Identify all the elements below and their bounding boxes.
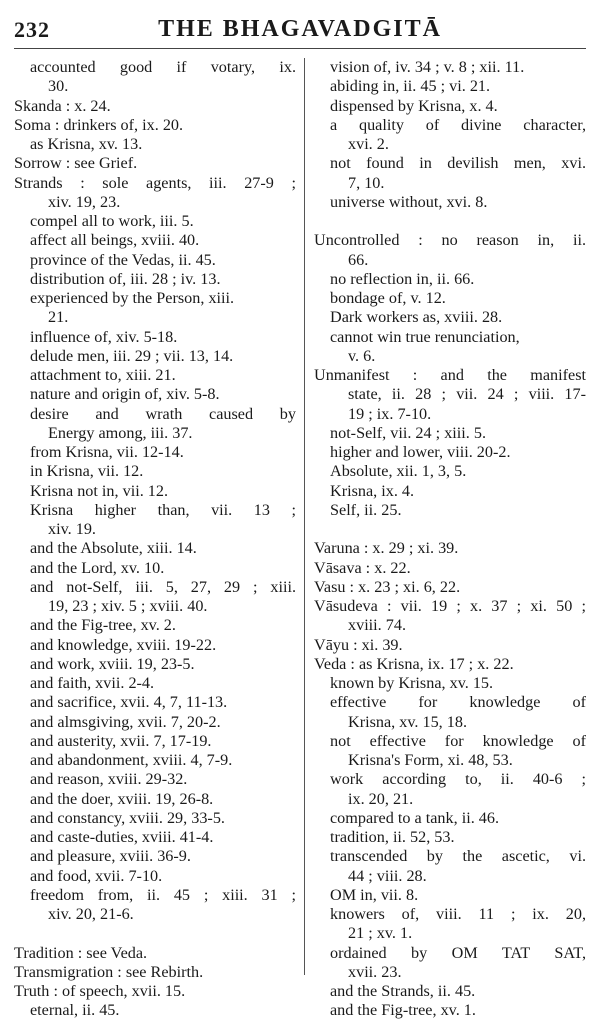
index-subentry-line: cannot win true renunciation,	[330, 327, 520, 346]
index-heading-line: Varuna : x. 29 ; xi. 39.	[314, 539, 459, 558]
index-heading-line: Strands : sole agents, iii. 27-9 ;	[14, 173, 296, 192]
index-subentry-line: and pleasure, xviii. 36-9.	[30, 847, 191, 866]
page-number: 232	[14, 17, 50, 42]
index-subentry-line: not found in devilish men, xvi.	[330, 154, 586, 173]
index-subentry-line: 44 ; viii. 28.	[348, 866, 427, 885]
index-subentry-line: xviii. 74.	[348, 616, 407, 635]
index-subentry-line: 19, 23 ; xiv. 5 ; xviii. 40.	[48, 597, 208, 615]
index-subentry-line: and the doer, xviii. 19, 26-8.	[30, 789, 214, 808]
index-heading-line: Vāsudeva : vii. 19 ; x. 37 ; xi. 50 ;	[314, 597, 586, 615]
index-subentry-line: and austerity, xvii. 7, 17-19.	[30, 731, 212, 750]
index-subentry-line: xvii. 23.	[348, 962, 402, 981]
index-subentry-line: and food, xvii. 7-10.	[30, 866, 163, 885]
index-subentry-line: and abandonment, xviii. 4, 7-9.	[30, 751, 233, 769]
index-subentry-line: no reflection in, ii. 66.	[330, 269, 475, 288]
index-heading-line: Vasu : x. 23 ; xi. 6, 22.	[314, 577, 461, 596]
index-subentry-line: and the Fig-tree, xv. 2.	[30, 616, 176, 635]
index-subentry-line: Krisna, ix. 4.	[330, 481, 415, 500]
index-heading-line: Soma : drinkers of, ix. 20.	[14, 115, 184, 134]
column-divider	[304, 58, 305, 975]
index-subentry-line: 66.	[348, 250, 369, 269]
index-subentry-line: tradition, ii. 52, 53.	[330, 828, 455, 846]
index-subentry-line: distribution of, iii. 28 ; iv. 13.	[30, 269, 221, 288]
entry-spacer	[314, 520, 586, 539]
index-subentry-line: Dark workers as, xviii. 28.	[330, 308, 503, 327]
index-subentry-line: a quality of divine character,	[330, 115, 586, 134]
index-subentry-line: and the Fig-tree, xv. 1.	[330, 1001, 476, 1020]
index-subentry-line: 7, 10.	[348, 173, 385, 192]
index-subentry-line: 19 ; ix. 7-10.	[348, 404, 432, 423]
index-subentry-line: xiv. 20, 21-6.	[48, 905, 134, 923]
index-heading-line: Vāyu : xi. 39.	[314, 635, 403, 654]
index-subentry-line: ix. 20, 21.	[348, 789, 414, 808]
entry-spacer	[14, 924, 296, 943]
index-subentry-line: and sacrifice, xvii. 4, 7, 11-13.	[30, 693, 228, 712]
index-subentry-line: province of the Vedas, ii. 45.	[30, 250, 216, 269]
index-subentry-line: attachment to, xiii. 21.	[30, 366, 176, 384]
index-subentry-line: effective for knowledge of	[330, 693, 586, 712]
index-subentry-line: and reason, xviii. 29-32.	[30, 770, 188, 789]
index-heading-line: Skanda : x. 24.	[14, 96, 111, 115]
index-subentry-line: and almsgiving, xvii. 7, 20-2.	[30, 712, 221, 731]
index-subentry-line: transcended by the ascetic, vi.	[330, 847, 586, 866]
index-subentry-line: Krisna not in, vii. 12.	[30, 481, 169, 500]
index-subentry-line: 30.	[48, 77, 69, 96]
index-subentry-line: freedom from, ii. 45 ; xiii. 31 ;	[30, 885, 296, 904]
index-subentry-line: knowers of, viii. 11 ; ix. 20,	[330, 905, 586, 923]
index-subentry-line: Self, ii. 25.	[330, 500, 402, 519]
index-subentry-line: delude men, iii. 29 ; vii. 13, 14.	[30, 346, 234, 365]
index-subentry-line: xiv. 19, 23.	[48, 192, 121, 211]
index-subentry-line: v. 6.	[348, 346, 376, 365]
index-subentry-line: experienced by the Person, xiii.	[30, 289, 235, 307]
index-subentry-line: Krisna, xv. 15, 18.	[348, 712, 467, 731]
index-heading-line: Vāsava : x. 22.	[314, 558, 411, 577]
index-subentry-line: xvi. 2.	[348, 135, 389, 153]
index-subentry-line: nature and origin of, xiv. 5-8.	[30, 385, 220, 404]
index-column-right	[314, 58, 586, 1021]
index-subentry-line: universe without, xvi. 8.	[330, 192, 488, 211]
index-subentry-line: Energy among, iii. 37.	[48, 423, 193, 442]
index-subentry-line: as Krisna, xv. 13.	[30, 135, 143, 153]
index-subentry-line: from Krisna, vii. 12-14.	[30, 443, 184, 461]
index-subentry-line: known by Krisna, xv. 15.	[330, 674, 494, 692]
index-subentry-line: in Krisna, vii. 12.	[30, 462, 144, 481]
index-subentry-line: ordained by OM TAT SAT,	[330, 943, 586, 962]
index-subentry-line: abiding in, ii. 45 ; vi. 21.	[330, 77, 491, 96]
index-subentry-line: and knowledge, xviii. 19-22.	[30, 635, 217, 654]
index-subentry-line: and not-Self, iii. 5, 27, 29 ; xiii.	[30, 577, 296, 596]
index-heading-line: Unmanifest : and the manifest	[314, 366, 586, 384]
index-subentry-line: Absolute, xii. 1, 3, 5.	[330, 462, 467, 481]
index-subentry-line: accounted good if votary, ix.	[30, 58, 296, 76]
index-subentry-line: affect all beings, xviii. 40.	[30, 231, 200, 250]
index-subentry-line: not effective for knowledge of	[330, 731, 586, 750]
index-subentry-line: compared to a tank, ii. 46.	[330, 808, 500, 827]
index-subentry-line: xiv. 19.	[48, 520, 96, 538]
index-subentry-line: work according to, ii. 40-6 ;	[330, 770, 586, 789]
index-subentry-line: eternal, ii. 45.	[30, 1001, 120, 1020]
index-subentry-line: bondage of, v. 12.	[330, 289, 446, 307]
index-heading-line: Tradition : see Veda.	[14, 943, 148, 962]
index-subentry-line: dispensed by Krisna, x. 4.	[330, 96, 498, 115]
index-subentry-line: and constancy, xviii. 29, 33-5.	[30, 808, 225, 827]
index-subentry-line: 21.	[48, 308, 69, 327]
index-subentry-line: and faith, xvii. 2-4.	[30, 674, 155, 692]
index-subentry-line: OM in, vii. 8.	[330, 885, 419, 904]
index-subentry-line: Krisna higher than, vii. 13 ;	[30, 500, 296, 519]
index-subentry-line: and the Lord, xv. 10.	[30, 558, 165, 577]
entry-spacer	[314, 212, 586, 231]
index-subentry-line: compel all to work, iii. 5.	[30, 212, 194, 230]
index-heading-line: Uncontrolled : no reason in, ii.	[314, 231, 586, 250]
header-rule	[14, 48, 586, 49]
index-subentry-line: state, ii. 28 ; vii. 24 ; viii. 17-	[348, 385, 586, 404]
index-heading-line: Transmigration : see Rebirth.	[14, 962, 204, 981]
index-subentry-line: influence of, xiv. 5-18.	[30, 327, 178, 346]
index-subentry-line: and work, xviii. 19, 23-5.	[30, 654, 195, 673]
running-title: THE BHAGAVADGITĀ	[158, 16, 442, 42]
index-subentry-line: higher and lower, viii. 20-2.	[330, 443, 511, 461]
index-subentry-line: and the Strands, ii. 45.	[330, 982, 476, 1000]
index-subentry-line: 21 ; xv. 1.	[348, 924, 413, 943]
index-subentry-line: not-Self, vii. 24 ; xiii. 5.	[330, 423, 487, 442]
index-column-left	[14, 58, 296, 1021]
index-subentry-line: and the Absolute, xiii. 14.	[30, 539, 197, 558]
index-heading-line: Truth : of speech, xvii. 15.	[14, 982, 186, 1000]
index-subentry-line: desire and wrath caused by	[30, 404, 296, 423]
index-heading-line: Veda : as Krisna, ix. 17 ; x. 22.	[314, 654, 514, 673]
index-subentry-line: vision of, iv. 34 ; v. 8 ; xii. 11.	[330, 58, 525, 76]
index-heading-line: Sorrow : see Grief.	[14, 154, 138, 173]
index-subentry-line: and caste-duties, xviii. 41-4.	[30, 828, 214, 846]
index-subentry-line: Krisna's Form, xi. 48, 53.	[348, 751, 513, 769]
